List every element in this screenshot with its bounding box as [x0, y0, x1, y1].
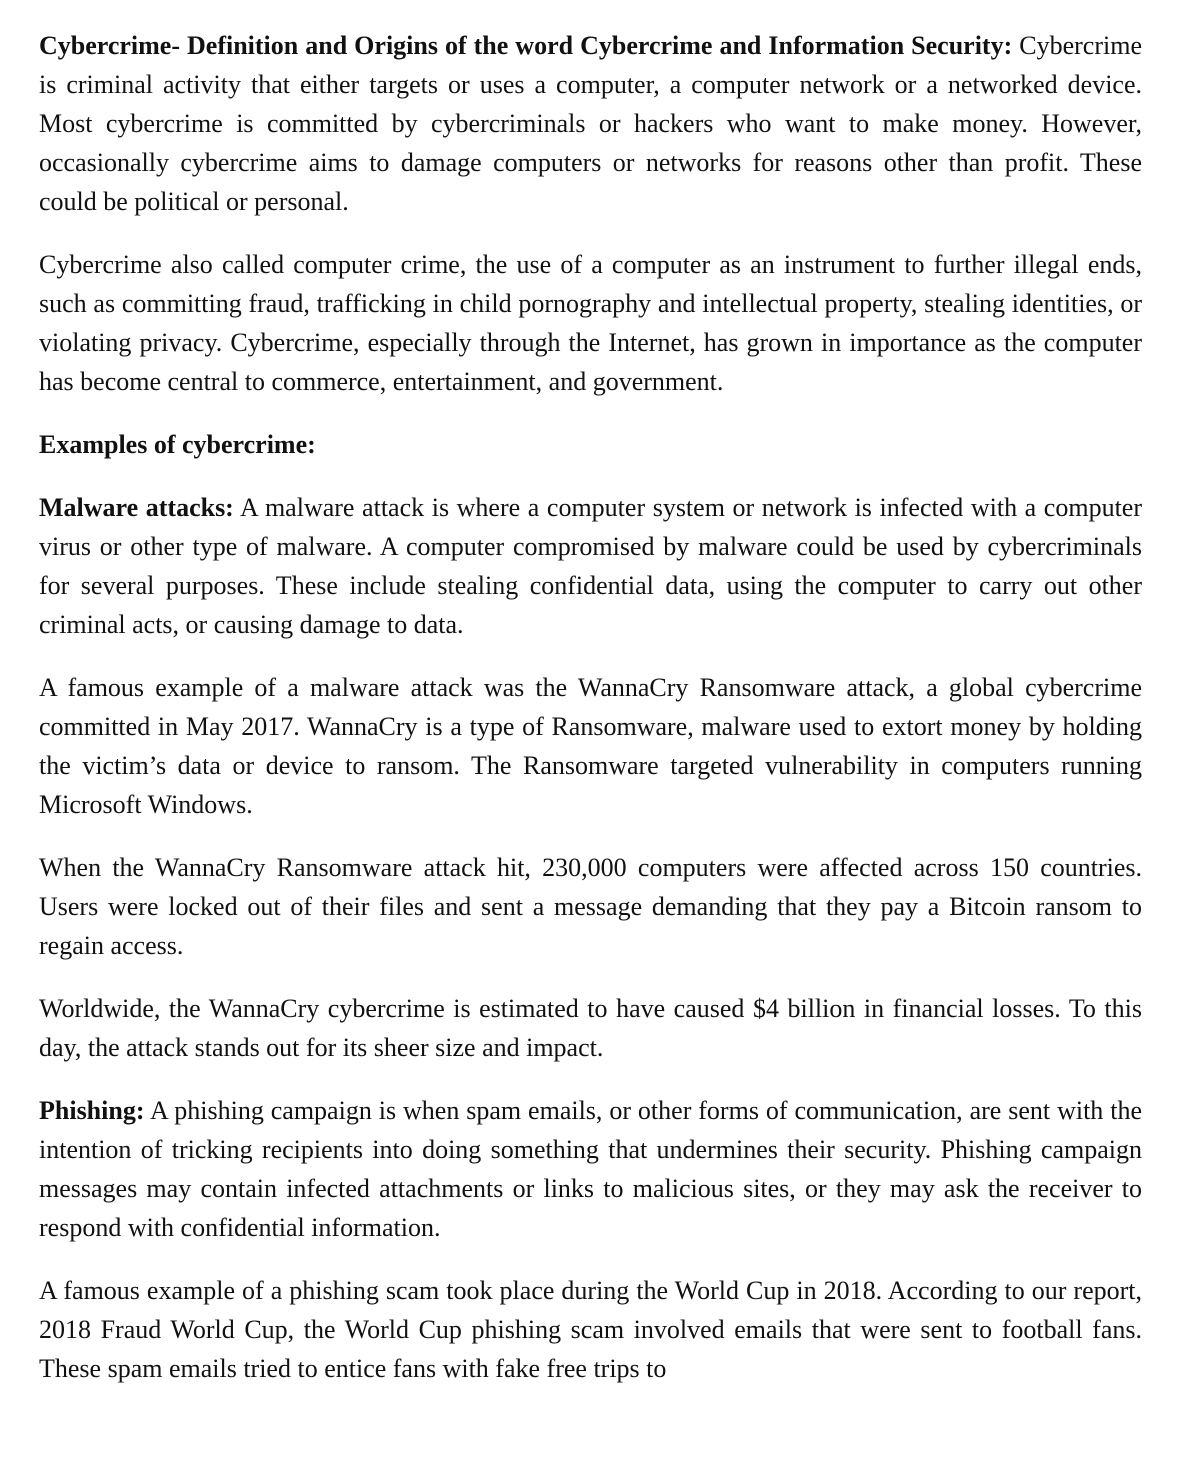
- wannacry-paragraph-2: When the WannaCry Ransomware attack hit, 230,000 computers were affected across 150 countries. Users were locked out of their files and sent a message demanding that they pay a Bitcoin ransom to regain access.: [39, 853, 1142, 960]
- malware-paragraph: [39, 488, 1142, 644]
- examples-heading: Examples of cybercrime:: [39, 430, 316, 459]
- intro-paragraph-1: [39, 26, 1142, 221]
- examples-heading-paragraph: [39, 425, 1142, 464]
- phishing-text: A phishing campaign is when spam emails, or other forms of communication, are sent with the intention of tricking recipients into doing something that undermines their security. Phishing campaign messages may contain infected attachments or links to malicious sites, or they may ask the receiver to respond with confidential information.: [39, 1096, 1142, 1242]
- document-title: Cybercrime- Definition and Origins of the word Cybercrime and Information Security:: [39, 31, 1013, 60]
- malware-label: Malware attacks:: [39, 493, 234, 522]
- phishing-label: Phishing:: [39, 1096, 145, 1125]
- wannacry-paragraph-3: Worldwide, the WannaCry cybercrime is estimated to have caused $4 billion in financial losses. To this day, the attack stands out for its sheer size and impact.: [39, 994, 1142, 1062]
- intro-paragraph-2: Cybercrime also called computer crime, the use of a computer as an instrument to further illegal ends, such as committing fraud, trafficking in child pornography and intellectual property, stealing identities, or violating privacy. Cybercrime, especially through the Internet, has grown in importance as the computer has become central to commerce, entertainment, and government.: [39, 250, 1142, 396]
- malware-text: A malware attack is where a computer system or network is infected with a computer virus or other type of malware. A computer compromised by malware could be used by cybercriminals for several purposes. These include stealing confidential data, using the computer to carry out other criminal acts, or causing damage to data.: [39, 493, 1142, 639]
- document-page: [39, 26, 1142, 1412]
- intro-text-1: Cybercrime is criminal activity that either targets or uses a computer, a computer network or a networked device. Most cybercrime is committed by cybercriminals or hackers who want to make money. However, occasionally cybercrime aims to damage computers or networks for reasons other than profit. These could be political or personal.: [39, 31, 1142, 216]
- phishing-example-paragraph: A famous example of a phishing scam took place during the World Cup in 2018. According to our report, 2018 Fraud World Cup, the World Cup phishing scam involved emails that were sent to football fans. These spam emails tried to entice fans with fake free trips to: [39, 1276, 1142, 1383]
- wannacry-paragraph-1: A famous example of a malware attack was the WannaCry Ransomware attack, a global cybercrime committed in May 2017. WannaCry is a type of Ransomware, malware used to extort money by holding the victim’s data or device to ransom. The Ransomware targeted vulnerability in computers running Microsoft Windows.: [39, 673, 1142, 819]
- phishing-paragraph: [39, 1091, 1142, 1247]
